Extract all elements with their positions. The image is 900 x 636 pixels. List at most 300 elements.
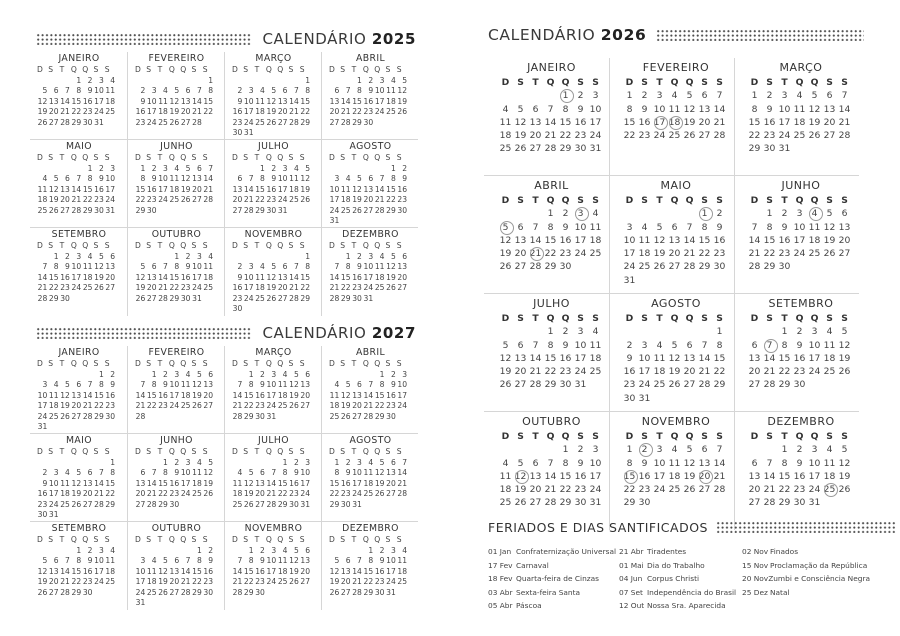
week-row (328, 391, 413, 402)
day-cell: 19 (499, 248, 512, 260)
day-cell: 12 (289, 556, 299, 565)
day-cell (231, 76, 242, 87)
day-cell: 13 (397, 262, 408, 271)
day-cell: 5 (517, 457, 524, 469)
day-cell (179, 76, 190, 87)
week-row (231, 97, 316, 108)
month-setembro (30, 228, 127, 316)
day-cell: 5 (271, 262, 277, 271)
weekday-header (134, 535, 219, 546)
day-cell: 29 (778, 497, 791, 509)
day-cell (697, 325, 712, 338)
day-cell: 9 (140, 96, 146, 106)
day-cell (47, 458, 58, 469)
day-cell: 7 (271, 468, 277, 477)
day-cell: 30 (203, 587, 214, 597)
day-cell (92, 422, 103, 433)
weekday-letter: T (532, 195, 539, 206)
holiday-date: 05 Abr (488, 601, 513, 610)
day-cell: 6 (110, 251, 116, 261)
day-cell (652, 325, 667, 338)
day-cell: 23 (559, 248, 572, 260)
day-cell: 14 (266, 478, 277, 488)
weekday-letter: Q (362, 153, 369, 162)
day-cell: 8 (626, 457, 633, 469)
weekday-letter: D (501, 195, 510, 206)
day-cell (807, 378, 822, 391)
day-cell: 16 (180, 272, 191, 282)
weekday-letter: S (93, 153, 99, 162)
day-cell: 6 (841, 208, 848, 220)
day-cell: 6 (334, 86, 340, 95)
day-cell: 6 (260, 468, 265, 477)
month-name: FEVEREIRO (148, 53, 205, 64)
day-cell: 29 (559, 497, 572, 509)
day-cell: 24 (386, 577, 396, 586)
day-cell: 8 (110, 468, 116, 477)
weekday-letter: S (641, 77, 648, 88)
day-cell (202, 598, 213, 609)
day-cell: 22 (203, 107, 214, 116)
month-name: MARÇO (255, 53, 292, 64)
day-cell: 26 (499, 261, 512, 273)
day-cell: 1 (76, 75, 82, 85)
week-row (231, 107, 316, 118)
weekday-letter: T (157, 241, 163, 250)
day-cell: 20 (363, 195, 374, 204)
week-row (328, 546, 413, 557)
day-cell: 21 (289, 283, 299, 292)
day-cell: 21 (698, 366, 711, 378)
weekday-letter: S (577, 431, 584, 442)
day-cell (276, 412, 287, 423)
day-cell: 17 (169, 390, 180, 400)
weekday-letter: S (766, 313, 773, 324)
day-cell (299, 304, 310, 315)
weekday-letter: D (135, 241, 141, 250)
weekday-letter: S (288, 359, 294, 368)
day-cell: 8 (140, 174, 146, 183)
day-cell: 16 (232, 283, 243, 292)
day-cell: 28 (243, 205, 254, 215)
day-cell: 14 (352, 566, 362, 576)
week-row (498, 103, 605, 116)
day-cell: 23 (82, 107, 93, 116)
week-row (231, 546, 316, 557)
week-row (622, 89, 730, 102)
day-cell: 17 (623, 248, 636, 260)
day-cell: 9 (110, 380, 116, 389)
day-cell: 4 (656, 339, 663, 351)
day-cell: 18 (808, 234, 821, 246)
day-cell (276, 588, 287, 599)
day-cell: 8 (766, 221, 773, 233)
day-cell: 9 (42, 478, 48, 488)
day-cell: 11 (255, 96, 265, 106)
day-cell: 15 (48, 272, 59, 282)
day-cell: 31 (589, 497, 602, 509)
day-cell: 12 (683, 457, 696, 469)
day-cell: 22 (352, 107, 362, 116)
day-cell: 24 (266, 577, 277, 586)
day-cell: 8 (547, 339, 554, 351)
week-row (328, 412, 413, 423)
day-cell: 8 (248, 380, 254, 389)
day-cell: 28 (763, 379, 776, 391)
day-cell: 20 (397, 272, 408, 282)
day-cell: 11 (668, 457, 681, 469)
weekday-letter: T (351, 241, 357, 250)
week-row (134, 294, 219, 305)
day-cell: 30 (340, 499, 351, 509)
day-cell: 12 (192, 380, 202, 389)
day-cell (807, 142, 822, 155)
day-cell: 27 (203, 401, 214, 410)
day-cell: 24 (778, 130, 791, 142)
day-cell: 18 (397, 566, 408, 576)
weekday-letter: S (243, 447, 249, 456)
day-cell: 14 (698, 352, 711, 364)
week-row (498, 443, 605, 456)
day-cell: 11 (668, 103, 681, 115)
day-cell: 28 (713, 484, 726, 496)
day-cell: 26 (243, 499, 254, 509)
holiday-date: 18 Fev (488, 574, 513, 583)
day-cell: 10 (574, 221, 587, 233)
day-cell: 21 (363, 401, 374, 410)
day-cell: 9 (641, 457, 648, 469)
day-cell: 27 (352, 411, 362, 421)
day-cell: 11 (363, 468, 374, 477)
day-cell: 19 (37, 577, 48, 586)
weekday-letter: Q (70, 359, 77, 368)
day-cell: 25 (180, 401, 191, 410)
day-cell: 10 (94, 86, 104, 95)
day-cell (47, 546, 58, 557)
weekday-letter: S (104, 535, 110, 544)
day-cell: 27 (60, 205, 70, 215)
weekday-letter: D (135, 65, 141, 74)
weekday-letter: D (135, 535, 141, 544)
day-cell: 11 (158, 96, 168, 106)
week-row (231, 567, 316, 578)
weekday-letter: S (202, 153, 208, 162)
holiday-date: 21 Abr (619, 547, 644, 556)
calendar-2025-header (36, 28, 416, 50)
day-cell: 28 (289, 117, 299, 127)
day-cell: 26 (37, 587, 48, 597)
day-cell: 11 (277, 380, 288, 389)
weekday-letter: S (385, 535, 391, 544)
holiday-day-cell: 1 (558, 89, 573, 102)
weekday-letter: D (750, 431, 759, 442)
weekday-letter: S (288, 447, 294, 456)
day-cell: 4 (42, 174, 48, 183)
day-cell: 25 (158, 117, 168, 127)
day-cell: 9 (163, 380, 168, 389)
day-cell: 21 (329, 283, 340, 292)
weekday-letter: Q (277, 535, 284, 544)
day-cell: 19 (71, 489, 82, 498)
week-row (498, 234, 605, 247)
weekday-header (498, 76, 605, 89)
day-cell: 6 (53, 556, 59, 565)
day-cell (70, 510, 81, 521)
day-cell: 22 (329, 489, 340, 498)
week-row (134, 556, 219, 567)
day-cell: 15 (352, 96, 362, 106)
day-cell: 12 (203, 468, 214, 477)
week-row (134, 206, 219, 217)
day-cell: 27 (48, 587, 59, 597)
week-row (231, 412, 316, 423)
day-cell (190, 76, 201, 87)
day-cell (667, 392, 682, 405)
month-outubro (127, 228, 224, 316)
day-cell: 8 (357, 86, 362, 95)
day-cell: 11 (180, 380, 191, 389)
holiday-day-cell: 2 (637, 443, 652, 456)
weekday-header (622, 76, 730, 89)
day-cell: 11 (277, 556, 288, 565)
week-row (498, 221, 605, 234)
day-cell: 24 (300, 489, 311, 498)
weekday-letter: T (532, 313, 539, 324)
day-cell: 2 (390, 369, 396, 379)
day-cell: 1 (140, 163, 146, 173)
day-cell: 12 (158, 566, 168, 576)
day-cell: 23 (266, 195, 277, 204)
day-cell: 27 (277, 293, 288, 303)
weekday-letter: S (48, 447, 54, 456)
day-cell: 17 (589, 116, 602, 128)
day-cell: 4 (260, 86, 265, 95)
weekday-letter: Q (168, 535, 175, 544)
month-dezembro (734, 412, 859, 530)
day-cell: 27 (329, 117, 340, 127)
day-cell: 1 (76, 545, 82, 555)
day-cell: 8 (76, 86, 82, 95)
day-cell: 13 (180, 96, 191, 106)
day-cell (373, 216, 384, 227)
weekday-letter: D (329, 535, 335, 544)
day-cell (134, 76, 145, 87)
day-cell: 30 (574, 497, 587, 509)
weekday-header (36, 153, 122, 164)
week-row (328, 97, 413, 108)
day-cell: 11 (289, 174, 299, 183)
day-cell: 10 (135, 566, 146, 576)
weekday-header (498, 430, 605, 443)
day-cell (299, 588, 310, 599)
day-cell (712, 392, 727, 405)
holiday-item (742, 545, 868, 559)
weekday-letter: S (243, 359, 249, 368)
day-cell (265, 128, 276, 139)
day-cell: 16 (203, 566, 214, 576)
weekday-letter: Q (168, 359, 175, 368)
day-cell: 3 (402, 369, 408, 379)
weekday-letter: S (104, 153, 110, 162)
day-cell: 24 (638, 379, 651, 391)
day-cell: 17 (352, 478, 362, 488)
day-cell (697, 392, 712, 405)
week-row (498, 352, 605, 365)
weekday-header (231, 153, 316, 164)
day-cell: 9 (208, 556, 214, 565)
day-cell: 22 (363, 577, 374, 586)
day-cell: 13 (135, 478, 146, 488)
week-row (231, 283, 316, 294)
day-cell: 6 (390, 457, 396, 467)
weekday-letter: Q (265, 447, 272, 456)
day-cell: 14 (683, 234, 696, 246)
day-cell: 9 (562, 221, 569, 233)
day-cell: 15 (135, 184, 146, 194)
day-cell: 31 (589, 143, 602, 155)
day-cell (92, 458, 103, 469)
day-cell: 15 (544, 234, 557, 246)
day-cell (179, 206, 190, 217)
week-row (36, 401, 122, 412)
month-name: JULHO (257, 435, 290, 446)
day-cell: 12 (135, 272, 146, 282)
weekday-letter: Q (561, 313, 570, 324)
day-cell: 13 (71, 390, 82, 400)
day-cell: 9 (98, 174, 104, 183)
week-row (747, 207, 855, 220)
day-cell (254, 76, 265, 87)
day-cell: 10 (653, 103, 666, 115)
day-cell: 4 (592, 208, 599, 220)
day-cell (697, 496, 712, 509)
day-cell (81, 510, 92, 521)
weekday-letter: Q (82, 153, 89, 162)
day-cell (265, 588, 276, 599)
week-row (134, 458, 219, 469)
day-cell: 15 (778, 352, 791, 364)
weekday-letter: S (841, 77, 848, 88)
day-cell: 17 (574, 352, 587, 364)
day-cell: 22 (713, 366, 726, 378)
day-cell: 8 (379, 380, 385, 389)
day-cell: 8 (334, 468, 340, 477)
day-cell: 22 (158, 489, 168, 498)
day-cell: 14 (289, 96, 299, 106)
day-cell: 4 (641, 221, 648, 233)
weekday-letter: T (656, 431, 663, 442)
day-cell (70, 422, 81, 433)
week-row (498, 470, 605, 483)
weekday-header (622, 312, 730, 325)
day-cell: 9 (65, 262, 70, 271)
day-cell: 19 (37, 107, 48, 116)
day-cell: 27 (514, 379, 527, 391)
month-name: SETEMBRO (51, 523, 107, 534)
day-cell: 31 (638, 392, 651, 404)
day-cell: 25 (808, 248, 821, 260)
week-row (328, 107, 413, 118)
day-cell: 30 (793, 497, 806, 509)
day-cell: 5 (502, 339, 509, 351)
day-cell (373, 500, 384, 511)
day-cell: 15 (329, 478, 340, 488)
day-cell: 28 (232, 587, 243, 597)
day-cell: 22 (243, 577, 254, 586)
day-cell: 22 (778, 484, 791, 496)
day-cell (287, 588, 298, 599)
day-cell: 13 (232, 184, 243, 194)
day-cell: 20 (823, 116, 836, 128)
day-cell (712, 274, 727, 287)
day-cell: 26 (266, 293, 277, 303)
day-cell: 22 (243, 401, 254, 410)
day-cell: 21 (243, 195, 254, 204)
day-cell: 28 (683, 261, 696, 273)
week-row (36, 195, 122, 206)
weekday-letter: Q (362, 65, 369, 74)
weekday-letter: Q (168, 65, 175, 74)
day-cell: 17 (180, 478, 191, 488)
day-cell: 23 (713, 248, 726, 260)
day-cell: 24 (352, 489, 362, 498)
day-cell: 9 (379, 556, 385, 565)
day-cell: 27 (823, 130, 836, 142)
month-name: AGOSTO (349, 435, 392, 446)
day-cell: 22 (544, 366, 557, 378)
week-row (622, 392, 730, 405)
day-cell (134, 546, 145, 557)
day-cell: 23 (763, 130, 776, 142)
week-row (36, 273, 122, 284)
weekday-letter: S (243, 535, 249, 544)
weekday-letter: S (202, 535, 208, 544)
day-cell: 3 (781, 90, 788, 102)
weekday-letter: Q (362, 447, 369, 456)
week-row (36, 185, 122, 196)
weekday-header (747, 76, 855, 89)
day-cell (145, 546, 156, 557)
day-cell (47, 370, 58, 381)
weekday-letter: Q (82, 359, 89, 368)
weekday-letter: Q (374, 359, 381, 368)
day-cell: 11 (340, 184, 351, 194)
day-cell: 31 (37, 422, 48, 431)
day-cell: 3 (98, 75, 104, 85)
day-cell: 12 (386, 262, 396, 271)
day-cell: 17 (574, 234, 587, 246)
day-cell: 13 (838, 221, 851, 233)
day-cell: 2 (208, 545, 214, 555)
month-abril (321, 52, 418, 140)
day-cell: 16 (386, 390, 396, 400)
day-cell: 30 (638, 497, 651, 509)
weekday-letter: S (93, 535, 99, 544)
day-cell (265, 252, 276, 263)
day-cell (231, 252, 242, 263)
weekday-letter: Q (685, 195, 694, 206)
day-cell (328, 76, 339, 87)
day-cell: 22 (169, 283, 180, 292)
day-cell: 17 (300, 478, 311, 488)
day-cell: 29 (352, 117, 362, 127)
day-cell: 29 (243, 587, 254, 597)
day-cell: 21 (838, 116, 851, 128)
holiday-name: Sexta-feira Santa (516, 587, 581, 597)
day-cell (202, 118, 213, 129)
day-cell: 27 (169, 587, 180, 597)
holiday-item (488, 586, 619, 600)
